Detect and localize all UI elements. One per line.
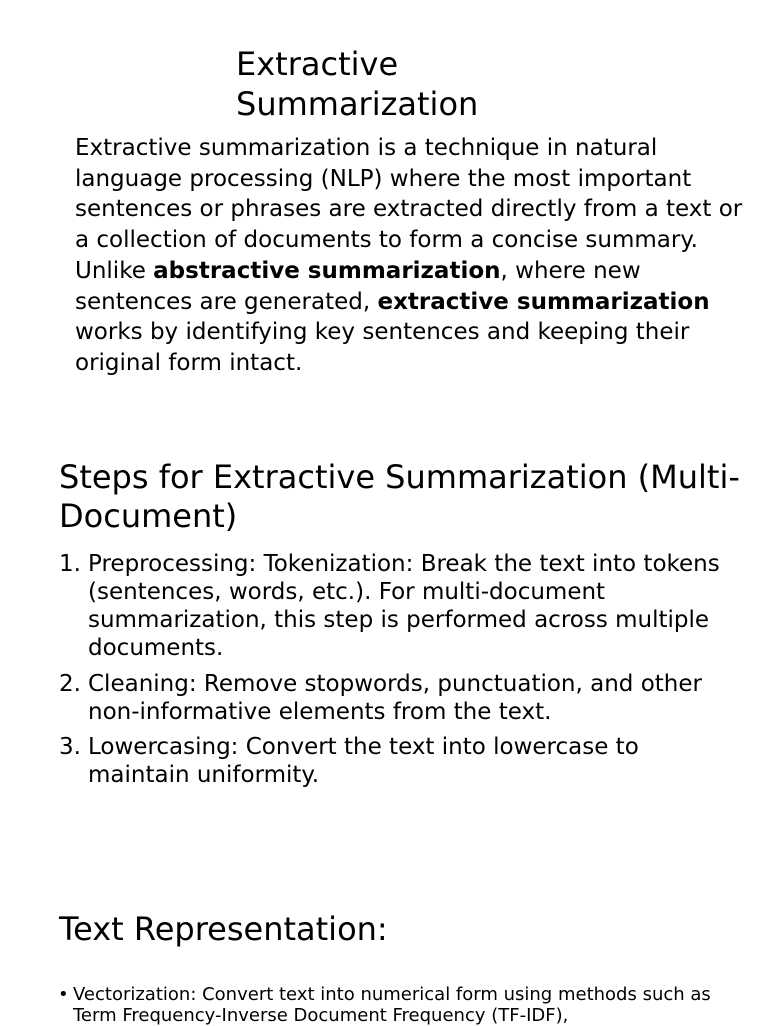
intro-text-1: Extractive summarization is a technique in natural language processing (NLP) where the most important sentences or phrases are extracted directly from a text or a collection of documents to form a concise summary. Unlike: [75, 135, 743, 284]
intro-text-3: works by identifying key sentences and keeping their original form intact.: [75, 319, 690, 376]
step-number: 2.: [59, 670, 81, 697]
step-text: Lowercasing: Convert the text into lowercase to maintain uniformity.: [88, 734, 639, 788]
step-number: 1.: [59, 551, 81, 577]
document-title: Extractive Summarization: [236, 45, 479, 123]
bullet-marker: •: [58, 984, 69, 1005]
step-text: Cleaning: Remove stopwords, punctuation, and other non-informative elements from the text.: [88, 670, 702, 725]
intro-bold-extractive: extractive summarization: [377, 288, 710, 315]
step-text: Preprocessing: Tokenization: Break the text into tokens (sentences, words, etc.). For multi-document summarization, this step is performed across multiple documents.: [88, 551, 720, 661]
bullet-list: [58, 984, 758, 1026]
intro-bold-abstractive: abstractive summarization: [153, 257, 501, 284]
text-representation-heading: Text Representation:: [59, 910, 388, 948]
step-number: 3.: [59, 734, 81, 760]
step-item-lowercasing: [59, 733, 739, 789]
bullet-item-vectorization: [58, 984, 758, 1026]
bullet-text: Vectorization: Convert text into numerical form using methods such as Term Frequency-Inverse Document Frequency (TF-IDF),: [73, 984, 711, 1026]
step-item-preprocessing: [59, 550, 739, 662]
intro-paragraph: [75, 133, 743, 379]
intro-text-2: , where new sentences are generated,: [75, 257, 641, 315]
steps-heading: Steps for Extractive Summarization (Multi-Document): [59, 458, 740, 535]
step-item-cleaning: [59, 670, 739, 726]
steps-list: [59, 550, 739, 797]
